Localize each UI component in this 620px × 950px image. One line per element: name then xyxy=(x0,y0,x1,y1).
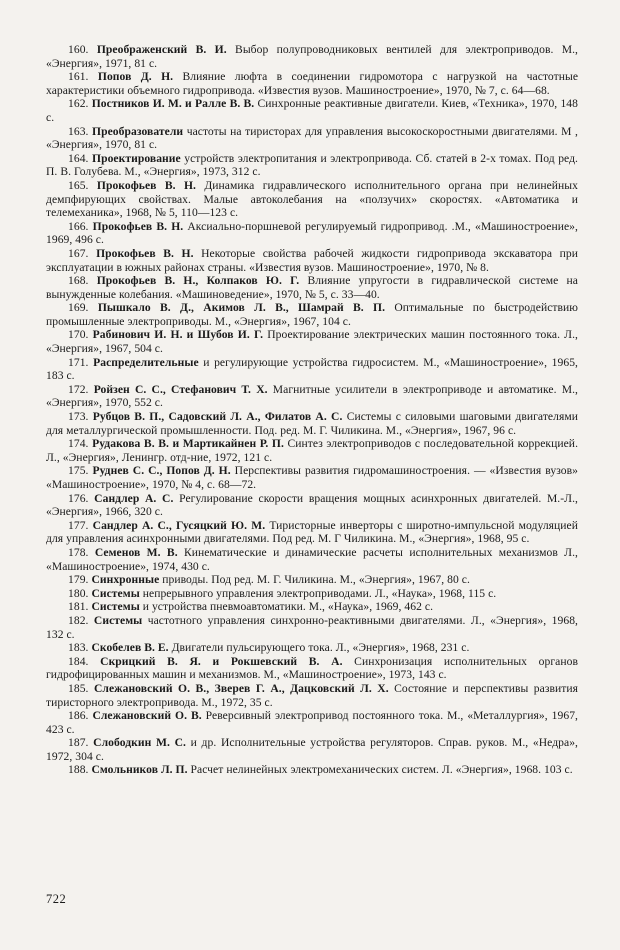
reference-text: и устройства пневмоавтоматики. М., «Наука», 1969, 462 с. xyxy=(142,600,434,614)
reference-entry xyxy=(46,125,578,152)
reference-authors: Прокофьев В. Н. xyxy=(96,178,196,192)
reference-authors: Рубцов В. П., Садовский Л. А., Филатов А. С. xyxy=(92,410,343,424)
reference-text: Проектирование электрических машин постоянного тока. Л., «Энергия», 1967, 504 с. xyxy=(46,328,578,356)
reference-entry xyxy=(46,519,578,546)
reference-text: Аксиально-поршневой регулируемый гидропривод. .М., «Машиностроение», 1969, 496 с. xyxy=(46,219,578,247)
reference-number: 177. xyxy=(68,518,89,532)
reference-text: Реверсивный электропривод постоянного тока. М., «Металлургия», 1967, 423 с. xyxy=(46,709,579,736)
reference-number: 170. xyxy=(68,328,89,342)
reference-authors: Системы xyxy=(91,600,140,614)
reference-entry xyxy=(46,546,578,573)
reference-text: Регулирование скорости вращения мощных асинхронных двигателей. М.-Л., «Энергия», 1966, 320 с. xyxy=(46,491,578,519)
reference-authors: Скрицкий В. Я. и Рокшевский В. А. xyxy=(100,654,343,668)
reference-authors: Синхронные xyxy=(91,573,160,587)
reference-number: 168. xyxy=(68,274,89,288)
reference-authors: Прокофьев В. Н. xyxy=(96,246,194,260)
reference-authors: Скобелев В. Е. xyxy=(91,641,169,655)
reference-authors: Сандлер А. С., Гусяцкий Ю. М. xyxy=(92,518,266,532)
reference-entry xyxy=(46,682,578,709)
reference-number: 164. xyxy=(68,151,89,165)
reference-text: Синхронизация исполнительных органов гидрофицированных машин и механизмов. М., «Машиностроение», 1973, 143 с. xyxy=(46,654,578,682)
reference-entry xyxy=(46,600,578,614)
reference-text: Состояние и перспективы развития тиристорного электропривода. М., 1972, 35 с. xyxy=(46,681,578,709)
reference-number: 169. xyxy=(68,301,89,315)
reference-number: 161. xyxy=(68,70,89,84)
reference-text: частоты на тиристорах для управления высокоскоростными двигателями. М , «Энергия», 1970, 81 с. xyxy=(46,124,578,152)
reference-number: 160. xyxy=(68,43,89,56)
reference-number: 185. xyxy=(68,681,89,695)
page-number: 722 xyxy=(46,892,67,906)
reference-text: Двигатели пульсирующего тока. Л., «Энергия», 1968, 231 с. xyxy=(171,641,470,655)
reference-text: Тиристорные инверторы с широтно-импульсной модуляцией для управления асинхронными двигателями. Под ред. М. Г Чиликина. М., «Энергия», 1968, 95 с. xyxy=(46,518,579,546)
reference-number: 184. xyxy=(68,654,89,668)
reference-entry xyxy=(46,614,578,641)
reference-number: 188. xyxy=(68,763,89,777)
reference-number: 183. xyxy=(68,641,89,655)
reference-entry xyxy=(46,763,578,777)
reference-entry xyxy=(46,736,578,763)
reference-number: 172. xyxy=(68,382,89,396)
reference-authors: Семенов М. В. xyxy=(94,545,178,559)
reference-text: частотного управления синхронно-реактивными двигателями. Л., «Энергия», 1968, 132 с. xyxy=(46,613,578,641)
reference-authors: Смольников Л. П. xyxy=(91,763,188,777)
reference-authors: Сандлер А. С. xyxy=(94,491,174,505)
reference-entry xyxy=(46,220,578,247)
reference-number: 176. xyxy=(68,491,89,505)
reference-entry xyxy=(46,383,578,410)
reference-authors: Рудакова В. В. и Мартикайнен Р. П. xyxy=(92,437,284,451)
reference-list xyxy=(46,43,578,777)
reference-text: Динамика гидравлического исполнительного органа при нелинейных демпфирующих свойствах. Малые автоколебания на «ползучих» скоростях. «Автоматика и телемеханика», 1968, № 5, 110—123 с. xyxy=(46,178,578,220)
reference-entry xyxy=(46,70,578,97)
reference-text: Некоторые свойства рабочей жидкости гидропривода экскаватора при эксплуатации в южных районах страны. «Известия вузов. Машиностроение», 1970, № 8. xyxy=(46,246,579,274)
reference-authors: Слежановский О. В., Зверев Г. А., Дацковский Л. Х. xyxy=(93,681,389,695)
reference-authors: Системы xyxy=(91,586,140,600)
reference-entry xyxy=(46,97,578,124)
reference-entry xyxy=(46,641,578,655)
reference-number: 165. xyxy=(68,178,89,192)
reference-number: 174. xyxy=(68,437,89,451)
reference-number: 167. xyxy=(68,246,89,260)
reference-text: Влияние упругости в гидравлической системе на вынужденные колебания. «Машиноведение», 1970, № 5, с. 33—40. xyxy=(46,274,579,301)
reference-number: 181. xyxy=(68,600,89,614)
reference-entry xyxy=(46,179,578,220)
reference-authors: Распределительные xyxy=(93,355,199,369)
reference-number: 162. xyxy=(68,97,89,111)
reference-entry xyxy=(46,573,578,587)
reference-text: приводы. Под ред. М. Г. Чиликина. М., «Энергия», 1967, 80 с. xyxy=(162,573,470,587)
reference-entry xyxy=(46,152,578,179)
reference-number: 171. xyxy=(68,355,89,369)
reference-number: 175. xyxy=(68,464,89,478)
reference-text: и др. Исполнительные устройства регуляторов. Справ. руков. М., «Недра», 1972, 304 с. xyxy=(46,736,578,763)
reference-text: Расчет нелинейных электромеханических систем. Л. «Энергия», 1968. 103 с. xyxy=(190,763,573,777)
reference-authors: Попов Д. Н. xyxy=(97,70,174,84)
reference-text: Системы с силовыми шаговыми двигателями для металлургической промышленности. Под. ред. М. Г. Чиликина. М., «Энергия», 1967, 96 с. xyxy=(46,410,578,437)
reference-authors: Прокофьев В. Н. xyxy=(92,219,184,233)
reference-entry xyxy=(46,587,578,601)
reference-text: Влияние люфта в соединении гидромотора с нагрузкой на частотные характеристики объемного гидропривода. «Известия вузов. Машиностроение», 1970, № 7, с. 64—68. xyxy=(46,70,579,97)
reference-entry xyxy=(46,655,578,682)
reference-entry xyxy=(46,43,578,70)
reference-text: Оптимальные по быстродействию промышленные электроприводы. М., «Энергия», 1967, 104 с. xyxy=(46,301,579,328)
reference-text: устройств электропитания и электропривода. Сб. статей в 2-х томах. Под ред. П. В. Голубева. М., «Энергия», 1973, 312 с. xyxy=(46,151,579,179)
reference-authors: Слежановский О. В. xyxy=(92,709,202,723)
reference-authors: Ройзен С. С., Стефанович Т. Х. xyxy=(93,382,268,396)
reference-authors: Преобразователи xyxy=(92,124,184,138)
reference-entry xyxy=(46,437,578,464)
reference-number: 187. xyxy=(68,736,89,750)
reference-authors: Пышкало В. Д., Акимов Л. В., Шамрай В. П. xyxy=(97,301,386,315)
reference-authors: Системы xyxy=(93,613,143,627)
reference-text: Перспективы развития гидромашиностроения. — «Известия вузов» «Машиностроение», 1970, № 4, с. 68—72. xyxy=(46,464,578,491)
reference-text: Магнитные усилители в электроприводе и автоматике. М., «Энергия», 1970, 552 с. xyxy=(46,382,578,410)
reference-authors: Слободкин М. С. xyxy=(93,736,186,750)
reference-authors: Прокофьев В. Н., Колпаков Ю. Г. xyxy=(96,274,300,288)
reference-entry xyxy=(46,709,578,736)
reference-entry xyxy=(46,247,578,274)
reference-text: и регулирующие устройства гидросистем. М., «Машиностроение», 1965, 183 с. xyxy=(46,355,578,383)
reference-entry xyxy=(46,492,578,519)
reference-entry xyxy=(46,464,578,491)
reference-number: 186. xyxy=(68,709,89,723)
reference-text: Синтез электроприводов с последовательной коррекцией. Л., «Энергия», Ленингр. отд-ние, 1972, 121 с. xyxy=(46,437,579,464)
reference-text: Синхронные реактивные двигатели. Киев, «Техника», 1970, 148 с. xyxy=(46,97,578,124)
reference-entry xyxy=(46,301,578,328)
reference-authors: Проектирование xyxy=(92,151,181,165)
reference-number: 182. xyxy=(68,613,89,627)
reference-number: 173. xyxy=(68,410,89,424)
reference-entry xyxy=(46,328,578,355)
reference-authors: Рабинович И. Н. и Шубов И. Г. xyxy=(92,328,264,342)
reference-number: 179. xyxy=(68,573,89,587)
reference-text: непрерывного управления электроприводами. Л., «Наука», 1968, 115 с. xyxy=(142,586,497,600)
reference-number: 178. xyxy=(68,545,89,559)
reference-number: 163. xyxy=(68,124,89,138)
reference-text: Выбор полупроводниковых вентилей для электроприводов. М., «Энергия», 1971, 81 с. xyxy=(46,43,579,70)
reference-authors: Руднев С. С., Попов Д. Н. xyxy=(92,464,231,478)
reference-entry xyxy=(46,274,578,301)
reference-authors: Преображенский В. И. xyxy=(96,43,227,56)
reference-number: 166. xyxy=(68,219,89,233)
reference-entry xyxy=(46,356,578,383)
reference-text: Кинематические и динамические расчеты исполнительных механизмов Л., «Машиностроение», 1974, 430 с. xyxy=(46,545,578,573)
reference-authors: Постников И. М. и Ралле В. В. xyxy=(91,97,255,111)
reference-entry xyxy=(46,410,578,437)
reference-number: 180. xyxy=(68,586,89,600)
